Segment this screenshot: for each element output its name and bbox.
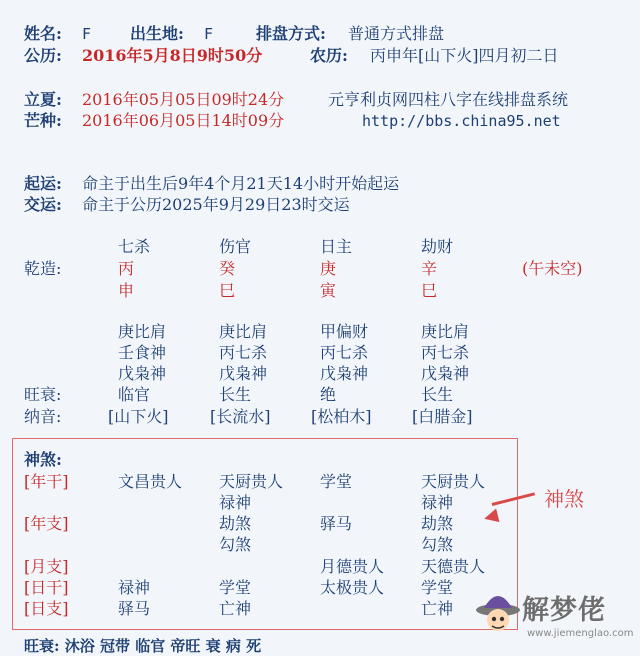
branch-year: 申 — [118, 281, 135, 300]
shensha-title: 神煞: — [24, 450, 62, 469]
name-label: 姓名: — [24, 24, 62, 43]
shensha-item: 学堂 — [421, 578, 454, 597]
stem-day: 庚 — [320, 259, 337, 278]
stem-month: 癸 — [219, 259, 236, 278]
shensha-item: 劫煞 — [219, 514, 252, 533]
shensha-item: 天德贵人 — [421, 557, 486, 576]
site-url[interactable]: http://bbs.china95.net — [362, 112, 561, 130]
name-value: F — [82, 25, 92, 43]
shensha-row-label: [年干] — [24, 472, 69, 491]
nayin-year: [山下火] — [108, 407, 169, 426]
solar-value: 2016年5月8日9时50分 — [82, 46, 263, 65]
solar-label: 公历: — [24, 46, 62, 65]
nayin-month: [长流水] — [210, 407, 271, 426]
shensha-item: 劫煞 — [421, 514, 454, 533]
shensha-item: 禄神 — [118, 578, 151, 597]
birthplace-value: F — [204, 25, 214, 43]
shensha-item: 亡神 — [219, 599, 252, 618]
lunar-label: 农历: — [310, 46, 348, 65]
shensha-item: 学堂 — [320, 472, 353, 491]
nayin-hour: [白腊金] — [412, 407, 473, 426]
qiyun-label: 起运: — [24, 174, 62, 193]
shensha-item: 月德贵人 — [320, 557, 385, 576]
wangshuai-label: 旺衰: — [24, 385, 62, 404]
mangzhong-label: 芒种: — [24, 111, 62, 130]
hidden-month-1: 庚比肩 — [219, 322, 268, 341]
wangshuai-day: 绝 — [320, 385, 337, 404]
branch-day: 寅 — [320, 281, 337, 300]
hidden-hour-3: 戊枭神 — [421, 364, 470, 383]
shensha-item: 亡神 — [421, 599, 454, 618]
nayin-day: [松柏木] — [311, 407, 372, 426]
hidden-hour-2: 丙七杀 — [421, 343, 470, 362]
shensha-item: 驿马 — [118, 599, 151, 618]
mangzhong-value: 2016年06月05日14时09分 — [82, 111, 285, 130]
site-title: 元亨利贞网四柱八字在线排盘系统 — [328, 90, 569, 109]
wangshuai-month: 长生 — [219, 385, 252, 404]
hidden-year-3: 戊枭神 — [118, 364, 167, 383]
hidden-day-3: 戊枭神 — [320, 364, 369, 383]
bottom-partial-row: 旺衰: 沐浴 冠带 临官 帝旺 衰 病 死 — [24, 637, 262, 655]
wangshuai-hour: 长生 — [421, 385, 454, 404]
shensha-item: 禄神 — [219, 493, 252, 512]
shensha-annotation: 神煞 — [544, 487, 584, 511]
stem-year: 丙 — [118, 259, 135, 278]
branch-hour: 巳 — [421, 281, 438, 300]
shensha-item: 勾煞 — [219, 535, 252, 554]
shensha-item: 勾煞 — [421, 535, 454, 554]
shensha-item: 太极贵人 — [320, 578, 385, 597]
nayin-label: 纳音: — [24, 407, 62, 426]
shensha-item: 天厨贵人 — [421, 472, 486, 491]
jiaoyun-label: 交运: — [24, 195, 62, 214]
hidden-month-2: 丙七杀 — [219, 343, 268, 362]
hidden-hour-1: 庚比肩 — [421, 322, 470, 341]
god-year: 七杀 — [118, 237, 151, 256]
birthplace-label: 出生地: — [130, 24, 184, 43]
shensha-row-label: [日干] — [24, 578, 69, 597]
god-month: 伤官 — [219, 237, 252, 256]
shensha-row-label: [日支] — [24, 599, 69, 618]
watermark-brand: 解梦佬 — [522, 595, 606, 626]
hidden-month-3: 戊枭神 — [219, 364, 268, 383]
hidden-year-1: 庚比肩 — [118, 322, 167, 341]
god-day: 日主 — [320, 237, 353, 256]
kong-note: (午未空) — [522, 259, 583, 278]
shensha-item: 禄神 — [421, 493, 454, 512]
lunar-value: 丙申年[山下火]四月初二日 — [370, 46, 559, 65]
shensha-item: 驿马 — [320, 514, 353, 533]
jiaoyun-value: 命主于公历2025年9月29日23时交运 — [82, 195, 350, 214]
shensha-row-label: [年支] — [24, 514, 69, 533]
qianzao-label: 乾造: — [24, 259, 62, 278]
lixia-value: 2016年05月05日09时24分 — [82, 90, 285, 109]
qiyun-value: 命主于出生后9年4个月21天14小时开始起运 — [82, 174, 400, 193]
hidden-day-1: 甲偏财 — [320, 322, 369, 341]
watermark-url: www.jiemenglao.com — [527, 628, 634, 639]
hidden-day-2: 丙七杀 — [320, 343, 369, 362]
shensha-row-label: [月支] — [24, 557, 69, 576]
shensha-item: 文昌贵人 — [118, 472, 183, 491]
hidden-year-2: 壬食神 — [118, 343, 167, 362]
shensha-item: 学堂 — [219, 578, 252, 597]
method-label: 排盘方式: — [256, 24, 326, 43]
shensha-item: 天厨贵人 — [219, 472, 284, 491]
method-value: 普通方式排盘 — [348, 24, 445, 43]
stem-hour: 辛 — [421, 259, 438, 278]
god-hour: 劫财 — [421, 237, 454, 256]
wangshuai-year: 临官 — [118, 385, 151, 404]
branch-month: 巳 — [219, 281, 236, 300]
lixia-label: 立夏: — [24, 90, 62, 109]
